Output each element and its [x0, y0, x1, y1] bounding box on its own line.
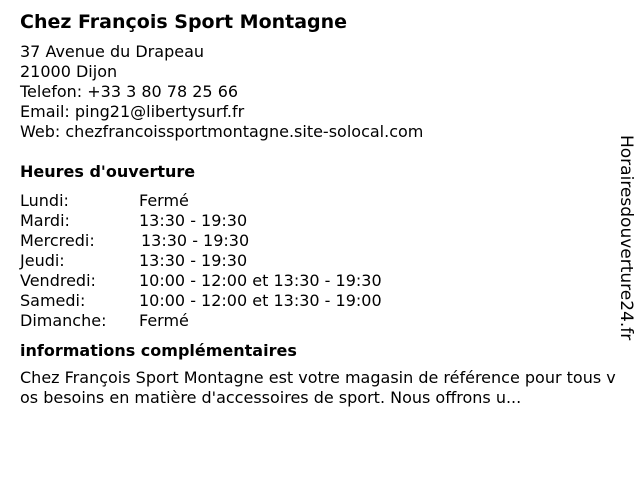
address-street: 37 Avenue du Drapeau — [20, 42, 205, 61]
phone-link[interactable]: +33 3 80 78 25 66 — [87, 82, 239, 101]
hours-table — [20, 191, 610, 331]
hours-time: 13:30 - 19:30 — [139, 251, 248, 270]
hours-time: 10:00 - 12:00 et 13:30 - 19:00 — [139, 291, 382, 310]
hours-time: 10:00 - 12:00 et 13:30 - 19:30 — [139, 271, 382, 290]
hours-day: Mercredi: — [20, 231, 95, 250]
hours-day: Dimanche: — [20, 311, 107, 330]
web-link[interactable]: chezfrancoissportmontagne.site-solocal.com — [65, 122, 424, 141]
address-city: 21000 Dijon — [20, 62, 118, 81]
info-heading: informations complémentaires — [20, 341, 297, 360]
info-description: Chez François Sport Montagne est votre magasin de référence pour tous vos besoins en matière d'accessoires de sport. Nous offrons u... — [20, 368, 616, 407]
web-line — [20, 122, 610, 142]
hours-day: Vendredi: — [20, 271, 96, 290]
hours-day: Jeudi: — [20, 251, 65, 270]
email-line — [20, 102, 610, 122]
hours-time: Fermé — [139, 311, 189, 330]
email-label: Email: — [20, 102, 70, 121]
phone-line — [20, 82, 610, 102]
hours-time: 13:30 - 19:30 — [139, 211, 248, 230]
hours-row-monday — [20, 191, 610, 211]
hours-row-saturday — [20, 291, 610, 311]
hours-day: Samedi: — [20, 291, 86, 310]
hours-day: Lundi: — [20, 191, 69, 210]
hours-row-wednesday — [20, 231, 610, 251]
hours-row-tuesday — [20, 211, 610, 231]
business-card — [20, 10, 616, 408]
hours-time: Fermé — [139, 191, 189, 210]
email-link[interactable]: ping21@libertysurf.fr — [74, 102, 245, 121]
business-name: Chez François Sport Montagne — [20, 11, 348, 33]
site-watermark: Horairesdouverture24.fr — [616, 135, 636, 341]
hours-row-friday — [20, 271, 610, 291]
phone-label: Telefon: — [20, 82, 83, 101]
hours-row-thursday — [20, 251, 610, 271]
web-label: Web: — [20, 122, 61, 141]
hours-row-sunday — [20, 311, 610, 331]
hours-heading: Heures d'ouverture — [20, 162, 196, 181]
hours-day: Mardi: — [20, 211, 70, 230]
hours-time: 13:30 - 19:30 — [141, 231, 250, 250]
